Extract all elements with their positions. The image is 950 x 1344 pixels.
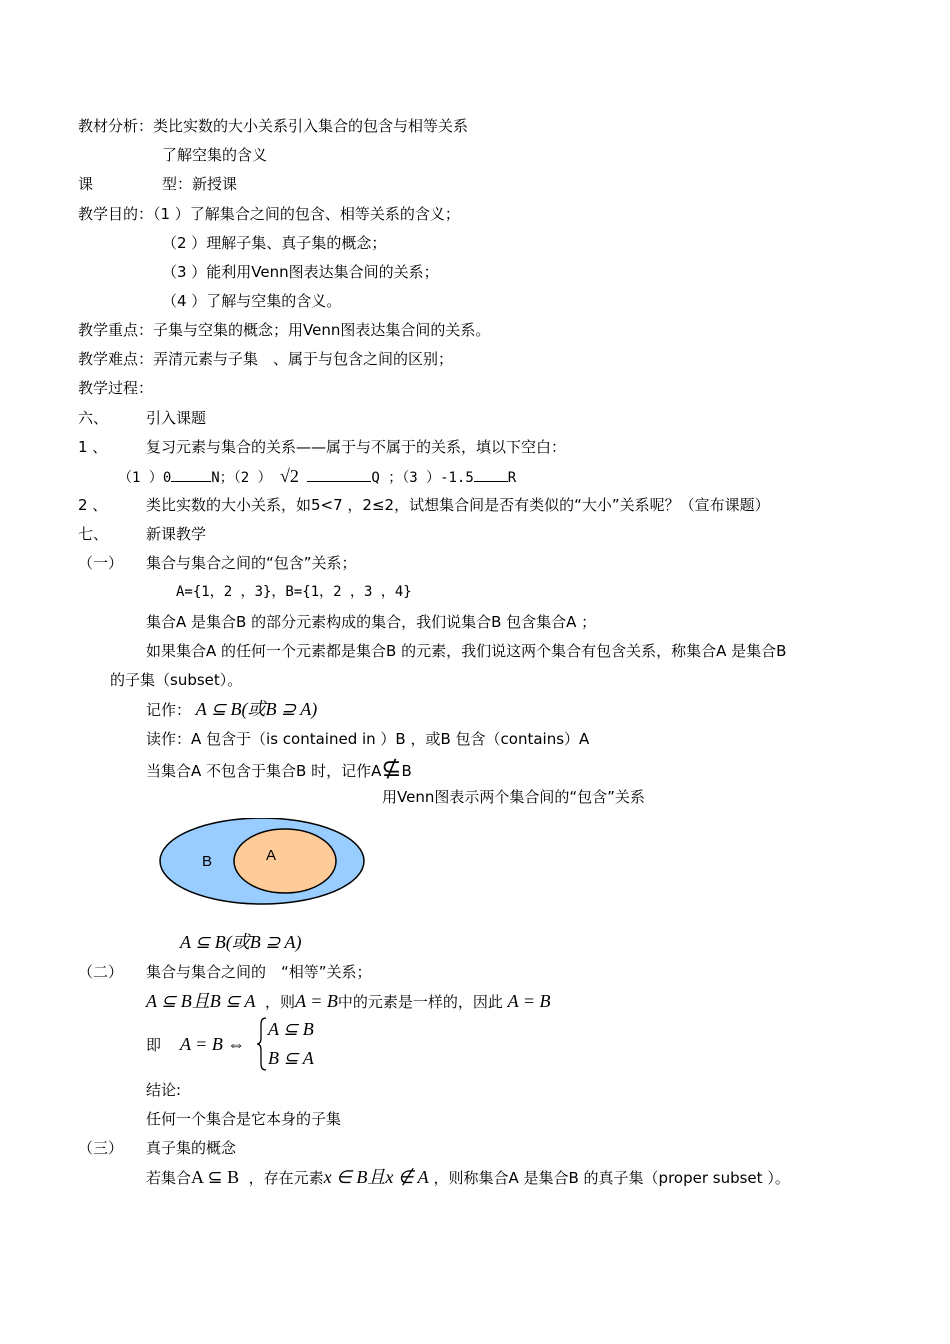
objective-2: （2 ）理解子集、真子集的概念；: [162, 234, 387, 252]
equality-formula: A = B: [295, 991, 338, 1011]
venn-caption: 用Venn图表示两个集合间的“包含”关系: [382, 788, 645, 806]
objective-3: （3 ）能利用Venn图表达集合间的关系；: [162, 263, 439, 281]
equality-result: A = B: [507, 991, 551, 1011]
venn-label-A: A: [266, 847, 277, 864]
part-2-title: 集合与集合之间的 “相等”关系；: [146, 963, 372, 981]
venn-diagram: [155, 818, 370, 918]
subset-formula: A ⊆ B(或B ⊇ A): [195, 699, 318, 719]
not-contained-line: [146, 754, 412, 782]
section-7-number: 七、: [78, 525, 109, 543]
equality-line: [146, 991, 550, 1012]
lesson-type: 型：新授课: [162, 175, 238, 193]
key-points: 教学重点：子集与空集的概念；用Venn图表达集合间的关系。: [78, 321, 491, 339]
fill-item-2: N；（2 ）: [211, 470, 272, 486]
part-1-number: （一）: [78, 554, 124, 572]
proper-subset-element: x ∈ B且x ∉ A: [323, 1167, 429, 1187]
objective-4: （4 ）了解与空集的含义。: [162, 292, 342, 310]
question-2-number: 2 、: [78, 496, 108, 514]
set-definitions: A={1，2 ，3}，B={1，2 ，3 ，4}: [176, 584, 412, 600]
part-2-number: （二）: [78, 963, 124, 981]
reading-line: 读作：A 包含于（is contained in ）B ，或B 包含（contains）A: [146, 730, 590, 748]
conclusion-text: 任何一个集合是它本身的子集: [146, 1110, 342, 1128]
brace-condition-1: A ⊆ B: [268, 1019, 314, 1039]
question-1: 复习元素与集合的关系——属于与不属于的关系，填以下空白：: [146, 438, 567, 456]
brace-condition-2: B ⊆ A: [268, 1048, 314, 1068]
part-3-title: 真子集的概念: [146, 1139, 237, 1157]
not-contained-B: B: [401, 762, 412, 780]
blank-2[interactable]: [307, 467, 371, 482]
proper-subset-line: [146, 1167, 790, 1188]
question-2: 类比实数的大小关系，如5<7 ，2≤2，试想集合间是否有类似的“大小”关系呢？（宣布课题）: [146, 496, 770, 514]
section-7-title: 新课教学: [146, 525, 207, 543]
proper-subset-formula: A ⊆ B: [191, 1167, 240, 1187]
venn-inner-ellipse: [234, 829, 336, 893]
blank-1[interactable]: [171, 467, 211, 482]
notation-line: [146, 699, 317, 720]
subset-definition-2: 的子集（subset）。: [110, 671, 243, 689]
analysis-line-2: 了解空集的含义: [162, 146, 268, 164]
containment-statement: 集合A 是集合B 的部分元素构成的集合，我们说集合B 包含集合A ；: [146, 613, 597, 631]
blank-3[interactable]: [474, 467, 508, 482]
process-heading: 教学过程：: [78, 379, 154, 397]
section-6-title: 引入课题: [146, 409, 207, 427]
equality-then: ，则: [265, 993, 296, 1011]
part-1-title: 集合与集合之间的“包含”关系；: [146, 554, 357, 572]
venn-formula: A ⊆ B(或B ⊇ A): [180, 932, 302, 952]
fill-item-4: R: [507, 470, 517, 486]
difficult-points: 教学难点：弄清元素与子集 、属于与包含之间的区别；: [78, 350, 454, 368]
proper-subset-if: 若集合: [146, 1169, 192, 1187]
proper-subset-exists: ，存在元素: [248, 1169, 324, 1187]
equality-condition: A ⊆ B且B ⊆ A: [146, 991, 256, 1011]
sqrt-two: √2: [280, 466, 299, 486]
not-subset-symbol: ⊈: [381, 754, 402, 782]
conclusion-label: 结论:: [146, 1081, 182, 1099]
lesson-type-label: 课: [78, 175, 94, 193]
question-1-number: 1 、: [78, 438, 108, 456]
proper-subset-definition: ，则称集合A 是集合B 的真子集（proper subset ）。: [433, 1169, 790, 1187]
brace-icon: [255, 1016, 269, 1072]
equivalence-formula: A = B ⇔: [180, 1034, 246, 1054]
subset-definition: 如果集合A 的任何一个元素都是集合B 的元素，我们说这两个集合有包含关系，称集合A 是集合B: [146, 642, 787, 660]
analysis-line: 教材分析：类比实数的大小关系引入集合的包含与相等关系: [78, 117, 469, 135]
fill-item-1: （1 ）0: [118, 470, 172, 486]
notation-label: 记作：: [146, 701, 192, 719]
venn-label-B: B: [202, 853, 213, 870]
part-3-number: （三）: [78, 1139, 124, 1157]
objective-1: 教学目的：（1 ）了解集合之间的包含、相等关系的含义；: [78, 205, 460, 223]
equality-text: 中的元素是一样的，因此: [337, 993, 503, 1011]
ji-label: 即: [146, 1036, 162, 1054]
section-6-number: 六、: [78, 409, 109, 427]
fill-blank-line: [118, 466, 516, 488]
fill-item-3: Q ；（3 ）-1.5: [371, 470, 474, 486]
not-contained-text: 当集合A 不包含于集合B 时，记作A: [146, 762, 382, 780]
